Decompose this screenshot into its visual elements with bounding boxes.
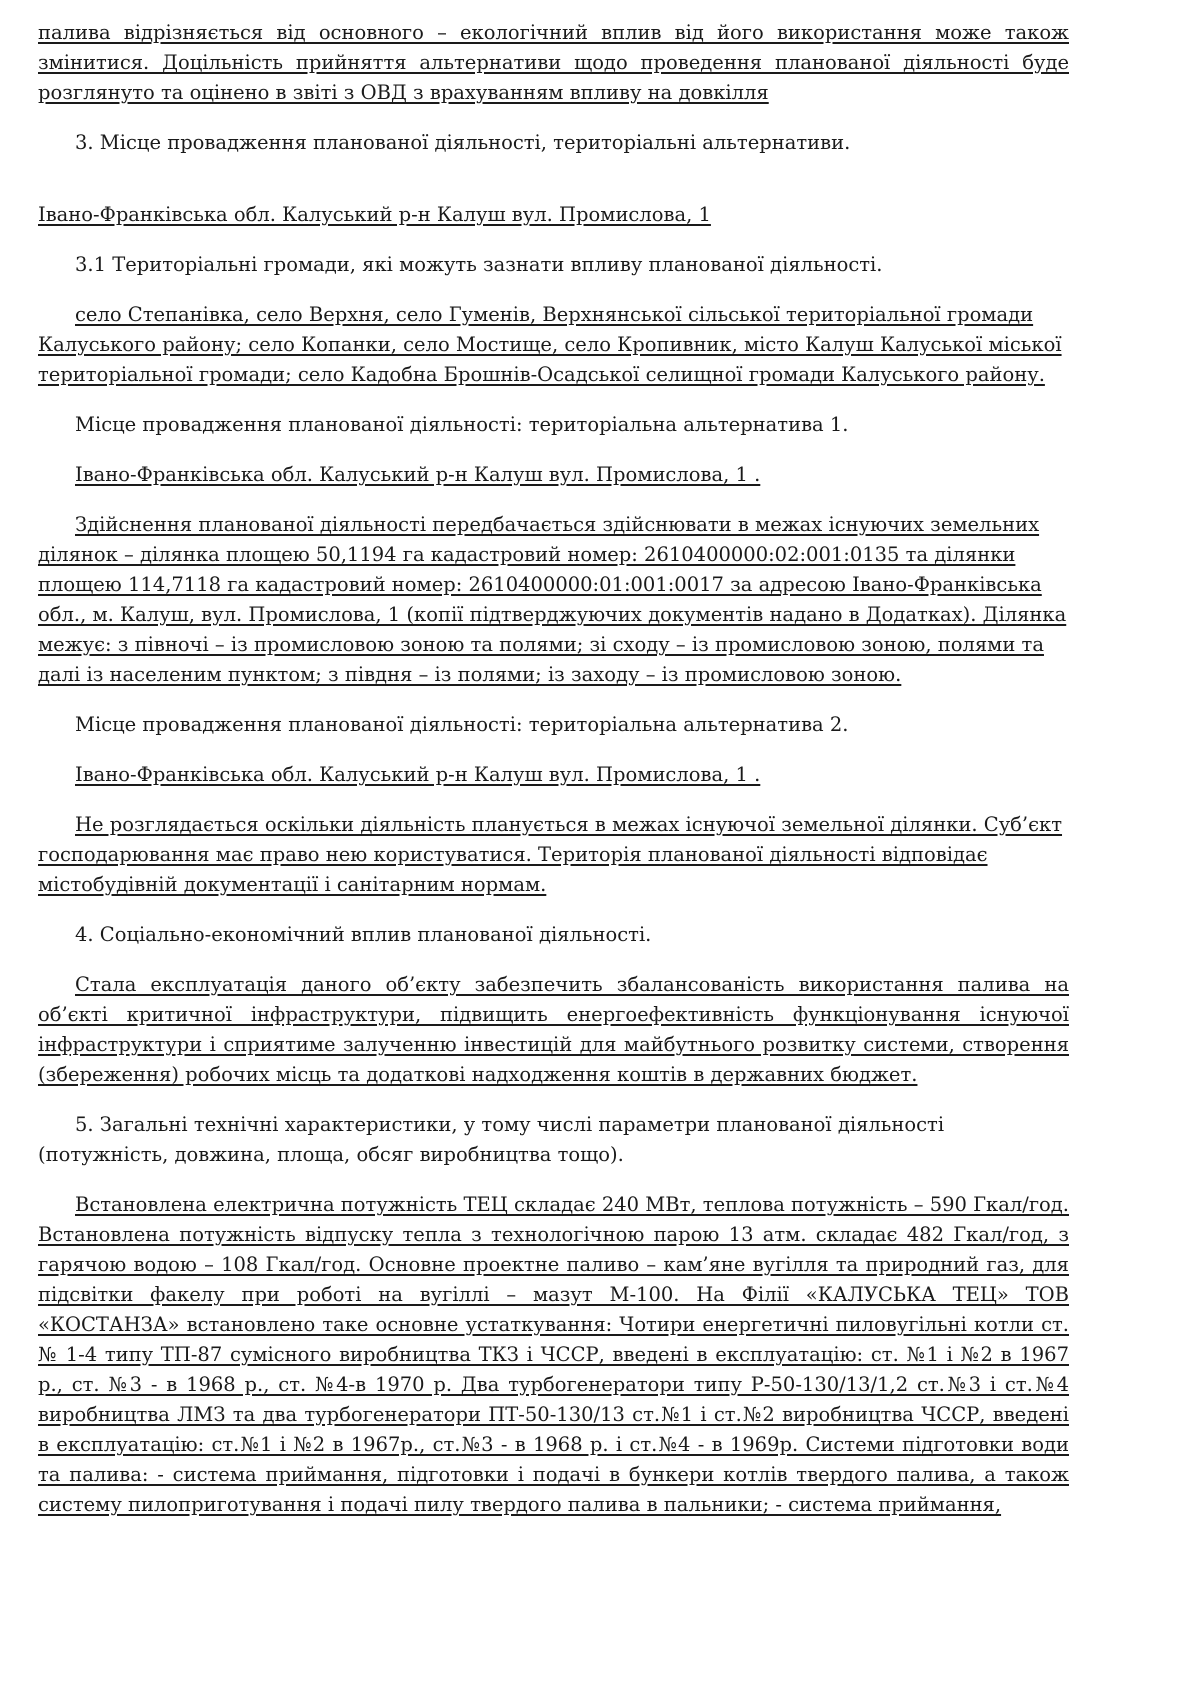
address-main: Івано-Франківська обл. Калуський р-н Калуш вул. Промислова, 1 (38, 203, 711, 226)
section-heading-3: 3. Місце провадження планованої діяльності, територіальні альтернативи. (75, 131, 851, 154)
alternative-1-title: Місце провадження планованої діяльності: територіальна альтернатива 1. (75, 413, 849, 436)
alternative-2-address: Івано-Франківська обл. Калуський р-н Калуш вул. Промислова, 1 . (75, 763, 761, 786)
alternative-2-title: Місце провадження планованої діяльності: територіальна альтернатива 2. (75, 713, 849, 736)
alternative-1-address: Івано-Франківська обл. Калуський р-н Калуш вул. Промислова, 1 . (75, 463, 761, 486)
paragraph-technical-characteristics: Встановлена електрична потужність ТЕЦ складає 240 МВт, теплова потужність – 590 Гкал/год. Встановлена потужність відпуску тепла з технологічною парою 13 атм. складає 482 Гкал/год, з гарячою водою – 108 Гкал/год. Основне проектне паливо – кам’яне вугілля та природний газ, для підсвітки факелу при роботі на вугіллі – мазут М-100. На Філії «КАЛУСЬКА ТЕЦ» ТОВ «КОСТАНЗА» встановлено таке основне устаткування: Чотири енергетичні пиловугільні котли ст. № 1-4 типу ТП-87 сумісного виробництва ТКЗ і ЧССР, введені в експлуатацію: ст. №1 і №2 в 1967 р., ст. №3 - в 1968 р., ст. №4-в 1970 р. Два турбогенератори типу Р-50-130/13/1,2 ст.№3 і ст.№4 виробництва ЛМЗ та два турбогенератори ПТ-50-130/13 ст.№1 і ст.№2 виробництва ЧССР, введені в експлуатацію: ст.№1 і №2 в 1967р., ст.№3 - в 1968 р. і ст.№4 - в 1969р. Системи підготовки води та палива: - система приймання, підготовки і подачі в бункери котлів твердого палива, а також систему пилоприготування і подачі пилу твердого палива в пальники; - система приймання, (38, 1193, 1069, 1516)
paragraph-alternative-fuel-continuation: палива відрізняється від основного – екологічний вплив від його використання може також змінитися. Доцільність прийняття альтернативи щодо проведення планованої діяльності буде розглянуто та оцінено в звіті з ОВД з врахуванням впливу на довкілля (38, 21, 1069, 104)
section-heading-5: 5. Загальні технічні характеристики, у тому числі параметри планованої діяльності (потужність, довжина, площа, обсяг виробництва тощо). (38, 1113, 945, 1166)
alternative-2-description: Не розглядається оскільки діяльність планується в межах існуючої земельної ділянки. Суб’єкт господарювання має право нею користуватися. Територія планованої діяльності відповідає містобудівній документації і санітарним нормам. (38, 813, 1063, 896)
section-heading-4: 4. Соціально-економічний вплив планованої діяльності. (75, 923, 652, 946)
paragraph-socio-economic-impact: Стала експлуатація даного об’єкту забезпечить збалансованість використання палива на об’єкті критичної інфраструктури, підвищить енергоефективність функціонування існуючої інфраструктури і сприятиме залученню інвестицій для майбутнього розвитку системи, створення (збереження) робочих місць та додаткові надходження коштів в державних бюджет. (38, 973, 1069, 1086)
alternative-1-description: Здійснення планованої діяльності передбачається здійснювати в межах існуючих земельних ділянок – ділянка площею 50,1194 га кадастровий номер: 2610400000:02:001:0135 та ділянки площею 114,7118 га кадастровий номер: 2610400000:01:001:0017 за адресою Івано-Франківська обл., м. Калуш, вул. Промислова, 1 (копії підтверджуючих документів надано в Додатках). Ділянка межує: з півночі – із промисловою зоною та полями; зі сходу – із промисловою зоною, полями та далі із населеним пунктом; з півдня – із полями; із заходу – із промисловою зоною. (38, 513, 1067, 686)
paragraph-affected-communities: село Степанівка, село Верхня, село Гуменів, Верхнянської сільської територіальної громади Калуського району; село Копанки, село Мостище, село Кропивник, місто Калуш Калуської міської територіальної громади; село Кадобна Брошнів-Осадської селищної громади Калуського району. (38, 303, 1062, 386)
document-page (38, 18, 1069, 1520)
section-heading-3-1: 3.1 Територіальні громади, які можуть зазнати впливу планованої діяльності. (75, 253, 883, 276)
